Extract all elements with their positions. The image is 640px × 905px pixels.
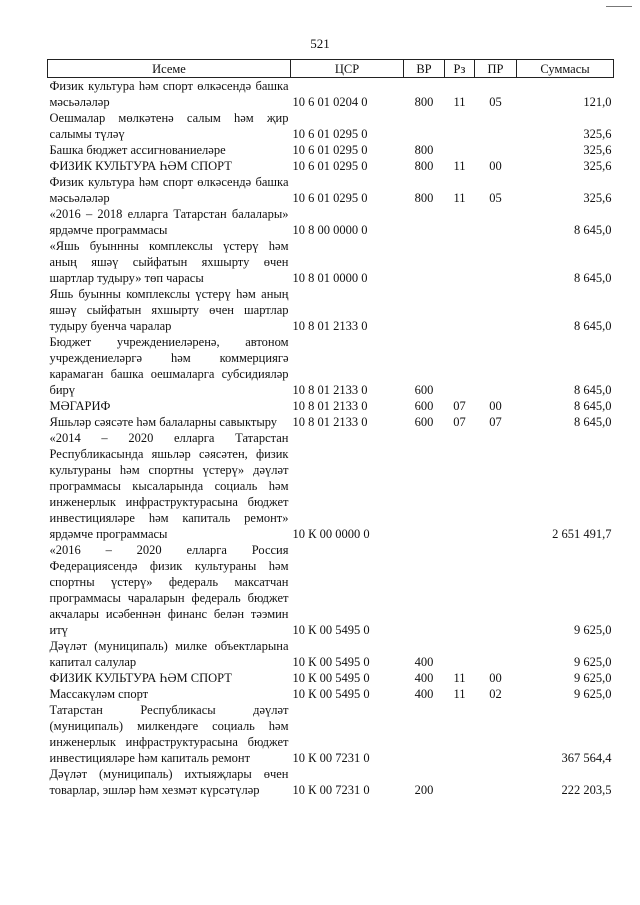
row-rz (445, 702, 475, 766)
row-vr: 600 (414, 399, 434, 413)
row-vr (404, 702, 445, 766)
row-vr: 400 (414, 687, 434, 701)
row-csr: 10 8 01 2133 0 (292, 319, 368, 333)
row-rz (445, 238, 475, 286)
row-rz (445, 206, 475, 238)
row-csr: 10 К 00 5495 0 (292, 623, 370, 637)
header-csr: ЦСР (291, 60, 404, 78)
row-sum: 2 651 491,7 (552, 527, 612, 541)
row-sum: 325,6 (583, 143, 612, 157)
table-row (48, 174, 614, 206)
row-csr: 10 6 01 0295 0 (292, 191, 368, 205)
row-sum: 8 645,0 (574, 271, 612, 285)
row-csr: 10 К 00 5495 0 (292, 655, 370, 669)
row-pr (475, 110, 517, 142)
row-csr: 10 8 01 2133 0 (292, 415, 368, 429)
row-pr: 02 (489, 687, 502, 701)
row-rz (445, 334, 475, 398)
table-header-row (48, 60, 614, 78)
row-pr: 00 (489, 159, 502, 173)
header-pr: ПР (475, 60, 517, 78)
row-pr: 05 (489, 191, 502, 205)
row-csr: 10 8 00 0000 0 (292, 223, 368, 237)
row-vr: 800 (414, 95, 434, 109)
row-sum: 8 645,0 (574, 399, 612, 413)
row-name: «2014 – 2020 елларга Татарстан Республикасында яшьләр сәясәтен, физик культураны һәм спортны үстерү» дәүләт программасы кысаларында социаль һәм инженерлык инфраструктурасына бюджет инвестицияләре һәм капиталь ремонт» ярдәмче программасы (49, 431, 289, 541)
row-name: Дәүләт (муниципаль) ихтыяҗлары өчен товарлар, эшләр һәм хезмәт күрсәтүләр (49, 767, 289, 797)
table-row (48, 638, 614, 670)
row-pr: 05 (489, 95, 502, 109)
row-vr (404, 238, 445, 286)
row-pr (475, 542, 517, 638)
row-sum: 367 564,4 (561, 751, 612, 765)
row-pr (475, 430, 517, 542)
row-sum: 8 645,0 (574, 319, 612, 333)
row-sum: 9 625,0 (574, 623, 612, 637)
row-rz (445, 542, 475, 638)
table-row (48, 702, 614, 766)
table-row (48, 110, 614, 142)
row-csr: 10 8 01 2133 0 (292, 399, 368, 413)
row-sum: 9 625,0 (574, 671, 612, 685)
row-pr (475, 702, 517, 766)
row-sum: 8 645,0 (574, 223, 612, 237)
row-sum: 325,6 (583, 191, 612, 205)
table-row (48, 430, 614, 542)
row-rz (445, 286, 475, 334)
row-sum: 9 625,0 (574, 655, 612, 669)
row-rz: 11 (453, 159, 466, 173)
table-row (48, 206, 614, 238)
row-name: Башка бюджет ассигнованиеләре (49, 143, 226, 157)
row-vr: 800 (414, 159, 434, 173)
row-name: Яшьләр сәясәте һәм балаларны савыктыру (49, 415, 278, 429)
row-pr: 07 (489, 415, 502, 429)
row-csr: 10 К 00 5495 0 (292, 671, 370, 685)
row-name: Яшь буынны комплекслы үстерү һәм аның яшәү сыйфатын яхшырту өчен шартлар тудыру буенча чаралар (49, 287, 289, 333)
row-vr: 200 (414, 783, 434, 797)
scan-mark (606, 6, 632, 7)
row-name: Физик культура һәм спорт өлкәсендә башка мәсьәләләр (49, 79, 289, 109)
row-rz (445, 766, 475, 798)
row-name: Татарстан Республикасы дәүләт (муниципаль) милкендәге социаль һәм инженерлык инфраструктурасына бюджет инвестицияләре һәм капиталь ремонт (49, 703, 289, 765)
row-csr: 10 К 00 7231 0 (292, 751, 370, 765)
row-vr (404, 110, 445, 142)
header-vr: ВР (404, 60, 445, 78)
page-number: 521 (310, 36, 330, 51)
row-pr (475, 334, 517, 398)
table-row (48, 686, 614, 702)
row-pr (475, 142, 517, 158)
row-vr (404, 542, 445, 638)
row-sum: 325,6 (583, 159, 612, 173)
row-vr: 600 (414, 415, 434, 429)
row-pr (475, 286, 517, 334)
row-vr: 800 (414, 143, 434, 157)
row-name: «2016 – 2018 елларга Татарстан балалары» ярдәмче программасы (49, 207, 289, 237)
row-name: ФИЗИК КУЛЬТУРА ҺӘМ СПОРТ (49, 671, 232, 685)
table-row (48, 78, 614, 111)
row-pr (475, 766, 517, 798)
row-pr (475, 238, 517, 286)
row-vr (404, 206, 445, 238)
row-pr (475, 206, 517, 238)
row-rz: 11 (453, 687, 466, 701)
table-row (48, 766, 614, 798)
table-row (48, 334, 614, 398)
budget-table (47, 59, 614, 798)
row-sum: 121,0 (583, 95, 612, 109)
table-row (48, 414, 614, 430)
row-csr: 10 6 01 0295 0 (292, 143, 368, 157)
row-vr: 600 (414, 383, 434, 397)
row-name: Бюджет учреждениеләренә, автоном учреждениеләргә һәм коммерциягә карамаган башка оешмаларга субсидияләр бирү (49, 335, 289, 397)
row-rz: 11 (453, 671, 466, 685)
row-name: «Яшь буыннны комплекслы үстерү һәм аның яшәү сыйфатын яхшырту өчен шартлар тудыру» төп чарасы (49, 239, 289, 285)
row-csr: 10 6 01 0204 0 (292, 95, 368, 109)
table-row (48, 142, 614, 158)
table-row (48, 542, 614, 638)
row-sum: 8 645,0 (574, 383, 612, 397)
row-rz: 11 (453, 191, 466, 205)
row-rz (445, 110, 475, 142)
row-csr: 10 8 01 0000 0 (292, 271, 368, 285)
row-name: Массакүләм спорт (49, 687, 149, 701)
row-vr: 800 (414, 191, 434, 205)
row-csr: 10 8 01 2133 0 (292, 383, 368, 397)
row-vr (404, 430, 445, 542)
row-sum: 325,6 (583, 127, 612, 141)
row-vr: 400 (414, 655, 434, 669)
row-pr: 00 (489, 399, 502, 413)
row-name: Дәүләт (муниципаль) милке объектларына капитал салулар (49, 639, 289, 669)
row-rz (445, 430, 475, 542)
row-rz: 11 (453, 95, 466, 109)
table-body (48, 78, 614, 799)
row-csr: 10 К 00 0000 0 (292, 527, 370, 541)
row-name: МӘГАРИФ (49, 399, 111, 413)
row-rz: 07 (453, 399, 466, 413)
row-sum: 222 203,5 (561, 783, 612, 797)
row-sum: 8 645,0 (574, 415, 612, 429)
table-row (48, 158, 614, 174)
table-row (48, 238, 614, 286)
row-name: Оешмалар мөлкәтенә салым һәм җир салымы түләү (49, 111, 289, 141)
header-name: Исеме (48, 60, 291, 78)
row-rz: 07 (453, 415, 466, 429)
header-sum: Суммасы (517, 60, 614, 78)
row-name: ФИЗИК КУЛЬТУРА ҺӘМ СПОРТ (49, 159, 232, 173)
row-name: Физик культура һәм спорт өлкәсендә башка мәсьәләләр (49, 175, 289, 205)
row-vr: 400 (414, 671, 434, 685)
row-rz (445, 142, 475, 158)
table-row (48, 286, 614, 334)
row-csr: 10 К 00 7231 0 (292, 783, 370, 797)
row-csr: 10 К 00 5495 0 (292, 687, 370, 701)
row-name: «2016 – 2020 елларга Россия Федерациясендә физик культураны һәм спортны үстерү» федераль максатчан программасы чараларын федераль бюджет акчалары исәбеннән финанс белән тәэмин итү (49, 543, 289, 637)
row-vr (404, 286, 445, 334)
table-row (48, 670, 614, 686)
row-pr: 00 (489, 671, 502, 685)
row-rz (445, 638, 475, 670)
row-sum: 9 625,0 (574, 687, 612, 701)
table-row (48, 398, 614, 414)
row-csr: 10 6 01 0295 0 (292, 127, 368, 141)
row-pr (475, 638, 517, 670)
row-csr: 10 6 01 0295 0 (292, 159, 368, 173)
header-rz: Рз (445, 60, 475, 78)
